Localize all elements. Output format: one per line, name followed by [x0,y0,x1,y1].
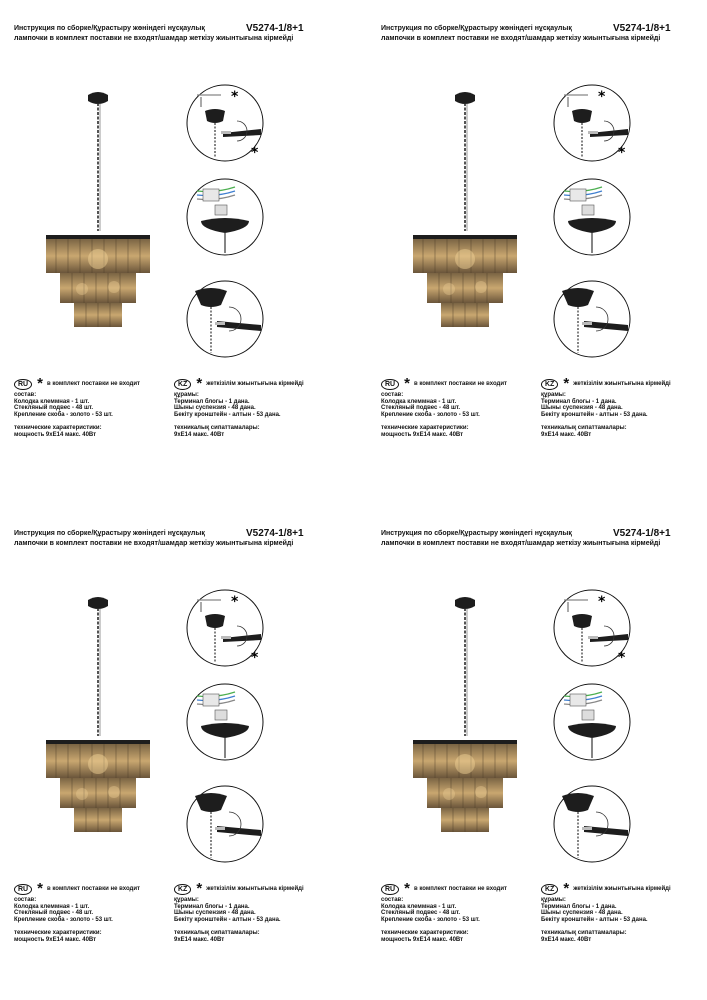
list-item: Шыны суспензия - 48 дана. [541,405,623,411]
ru-contents-title: состав: [381,392,404,398]
list-item: Крепление скоба - золото - 53 шт. [14,411,113,418]
star-icon: * [563,375,570,392]
ru-not-included-note: в комплект поставки не входит [46,381,140,387]
star-icon: * [37,375,43,392]
kz-badge: KZ [174,884,191,895]
svg-text:*: * [618,145,626,161]
assembly-steps [544,588,640,872]
svg-text:*: * [251,145,259,161]
list-item: Шыны суспензия - 48 дана. [174,910,256,916]
list-item: Бекіту кронштейн - алтын - 53 дана. [174,916,281,923]
kz-specs-title: техникалық сипаттамалары: [541,425,627,431]
svg-text:*: * [598,594,606,610]
list-item: Колодка клеммная - 1 шт. [381,903,457,910]
kz-not-included-note: жеткізілім жиынтығына кірмейді [573,886,671,892]
instruction-title: Инструкция по сборке/Құрастыру жөніндегі нұсқаулық [14,530,205,537]
model-number: V5274-1/8+1 [613,528,671,539]
list-item: Стекляный подвес - 48 шт. [14,405,94,411]
step-2-wiring-icon [187,684,263,760]
star-icon: * [196,880,203,897]
kz-info-block [174,880,334,943]
star-icon: * [37,880,43,897]
kz-specs-value: 9хE14 макс. 40Вт [541,431,592,438]
svg-text:*: * [251,650,259,666]
kz-contents-title: құрамы: [541,392,566,398]
ru-specs-title: технические характеристики: [14,425,102,431]
list-item: Колодка клеммная - 1 шт. [14,903,90,910]
step-1-canopy-icon [187,590,263,666]
kz-specs-value: 9хE14 макс. 40Вт [174,431,225,438]
list-item: Терминал блогы - 1 дана. [174,903,250,910]
kz-badge: KZ [541,379,558,390]
model-number: V5274-1/8+1 [246,23,304,34]
ru-info-block [14,375,174,438]
ru-specs-title: технические характеристики: [381,930,469,936]
ru-info-block [381,880,541,943]
bulbs-not-included-note: лампочки в комплект поставки не входят/шамдар жеткізу жиынтығына кірмейді [14,35,294,42]
star-icon: * [563,880,570,897]
ru-contents-list [14,897,174,923]
list-item: Колодка клеммная - 1 шт. [14,398,90,405]
ru-info-block [14,880,174,943]
kz-contents-list [174,392,334,418]
list-item: Терминал блогы - 1 дана. [541,398,617,405]
step-3-tighten-icon [554,786,630,862]
instruction-title: Инструкция по сборке/Құрастыру жөніндегі нұсқаулық [381,25,572,32]
kz-contents-title: құрамы: [174,897,199,903]
list-item: Стекляный подвес - 48 шт. [14,910,94,916]
kz-info-block [541,375,701,438]
kz-contents-title: құрамы: [174,392,199,398]
step-3-tighten-icon [187,281,263,357]
step-2-wiring-icon [187,179,263,255]
step-3-tighten-icon [554,281,630,357]
list-item: Колодка клеммная - 1 шт. [381,398,457,405]
list-item: Шыны суспензия - 48 дана. [174,405,256,411]
ru-info-block [381,375,541,438]
list-item: Крепление скоба - золото - 53 шт. [381,411,480,418]
kz-badge: KZ [541,884,558,895]
list-item: Бекіту кронштейн - алтын - 53 дана. [541,411,648,418]
kz-specs [541,425,701,438]
chandelier-image [409,594,521,834]
step-2-wiring-icon [554,179,630,255]
instruction-panel [381,530,707,1000]
kz-specs-value: 9хE14 макс. 40Вт [541,936,592,943]
kz-specs-title: техникалық сипаттамалары: [174,930,260,936]
chandelier-image [409,89,521,329]
ru-specs-value: мощность 9хE14 макс. 40Вт [381,431,464,438]
ru-not-included-note: в комплект поставки не входит [46,886,140,892]
bulbs-not-included-note: лампочки в комплект поставки не входят/шамдар жеткізу жиынтығына кірмейді [14,540,294,547]
ru-specs [381,425,541,438]
bulbs-not-included-note: лампочки в комплект поставки не входят/шамдар жеткізу жиынтығына кірмейді [381,35,661,42]
model-number: V5274-1/8+1 [613,23,671,34]
svg-text:*: * [598,89,606,105]
list-item: Бекіту кронштейн - алтын - 53 дана. [174,411,281,418]
list-item: Крепление скоба - золото - 53 шт. [381,916,480,923]
ru-specs [14,425,174,438]
ru-contents-title: состав: [14,392,37,398]
assembly-steps [177,588,273,872]
step-1-canopy-icon [554,590,630,666]
kz-info-block [541,880,701,943]
instruction-title: Инструкция по сборке/Құрастыру жөніндегі нұсқаулық [14,25,205,32]
instruction-panel [381,25,707,495]
list-item: Стекляный подвес - 48 шт. [381,910,461,916]
kz-badge: KZ [174,379,191,390]
ru-specs [14,930,174,943]
kz-info-block [174,375,334,438]
instruction-title: Инструкция по сборке/Құрастыру жөніндегі нұсқаулық [381,530,572,537]
ru-not-included-note: в комплект поставки не входит [413,886,507,892]
ru-specs-value: мощность 9хE14 макс. 40Вт [381,936,464,943]
ru-contents-list [14,392,174,418]
ru-badge: RU [381,884,399,895]
list-item: Стекляный подвес - 48 шт. [381,405,461,411]
kz-specs [541,930,701,943]
kz-specs [174,930,334,943]
step-1-canopy-icon [187,85,263,161]
list-item: Крепление скоба - золото - 53 шт. [14,916,113,923]
ru-specs-value: мощность 9хE14 макс. 40Вт [14,936,97,943]
instruction-panel [14,25,354,495]
step-3-tighten-icon [187,786,263,862]
assembly-steps [544,83,640,367]
ru-contents-list [381,392,541,418]
assembly-steps [177,83,273,367]
kz-contents-list [174,897,334,923]
star-icon: * [196,375,203,392]
list-item: Бекіту кронштейн - алтын - 53 дана. [541,916,648,923]
step-1-canopy-icon [554,85,630,161]
ru-badge: RU [14,884,32,895]
star-icon: * [404,880,410,897]
list-item: Шыны суспензия - 48 дана. [541,910,623,916]
kz-not-included-note: жеткізілім жиынтығына кірмейді [206,886,304,892]
kz-specs-title: техникалық сипаттамалары: [174,425,260,431]
ru-specs-title: технические характеристики: [381,425,469,431]
ru-contents-title: состав: [14,897,37,903]
ru-specs [381,930,541,943]
kz-contents-list [541,897,701,923]
list-item: Терминал блогы - 1 дана. [174,398,250,405]
chandelier-image [42,89,154,329]
ru-badge: RU [381,379,399,390]
svg-text:*: * [231,594,239,610]
kz-contents-title: құрамы: [541,897,566,903]
model-number: V5274-1/8+1 [246,528,304,539]
bulbs-not-included-note: лампочки в комплект поставки не входят/шамдар жеткізу жиынтығына кірмейді [381,540,661,547]
step-2-wiring-icon [554,684,630,760]
list-item: Терминал блогы - 1 дана. [541,903,617,910]
ru-contents-title: состав: [381,897,404,903]
chandelier-image [42,594,154,834]
kz-not-included-note: жеткізілім жиынтығына кірмейді [206,381,304,387]
kz-contents-list [541,392,701,418]
kz-specs-value: 9хE14 макс. 40Вт [174,936,225,943]
star-icon: * [404,375,410,392]
ru-badge: RU [14,379,32,390]
ru-not-included-note: в комплект поставки не входит [413,381,507,387]
ru-specs-title: технические характеристики: [14,930,102,936]
ru-specs-value: мощность 9хE14 макс. 40Вт [14,431,97,438]
svg-text:*: * [231,89,239,105]
kz-specs-title: техникалық сипаттамалары: [541,930,627,936]
instruction-panel [14,530,354,1000]
svg-text:*: * [618,650,626,666]
kz-not-included-note: жеткізілім жиынтығына кірмейді [573,381,671,387]
kz-specs [174,425,334,438]
ru-contents-list [381,897,541,923]
